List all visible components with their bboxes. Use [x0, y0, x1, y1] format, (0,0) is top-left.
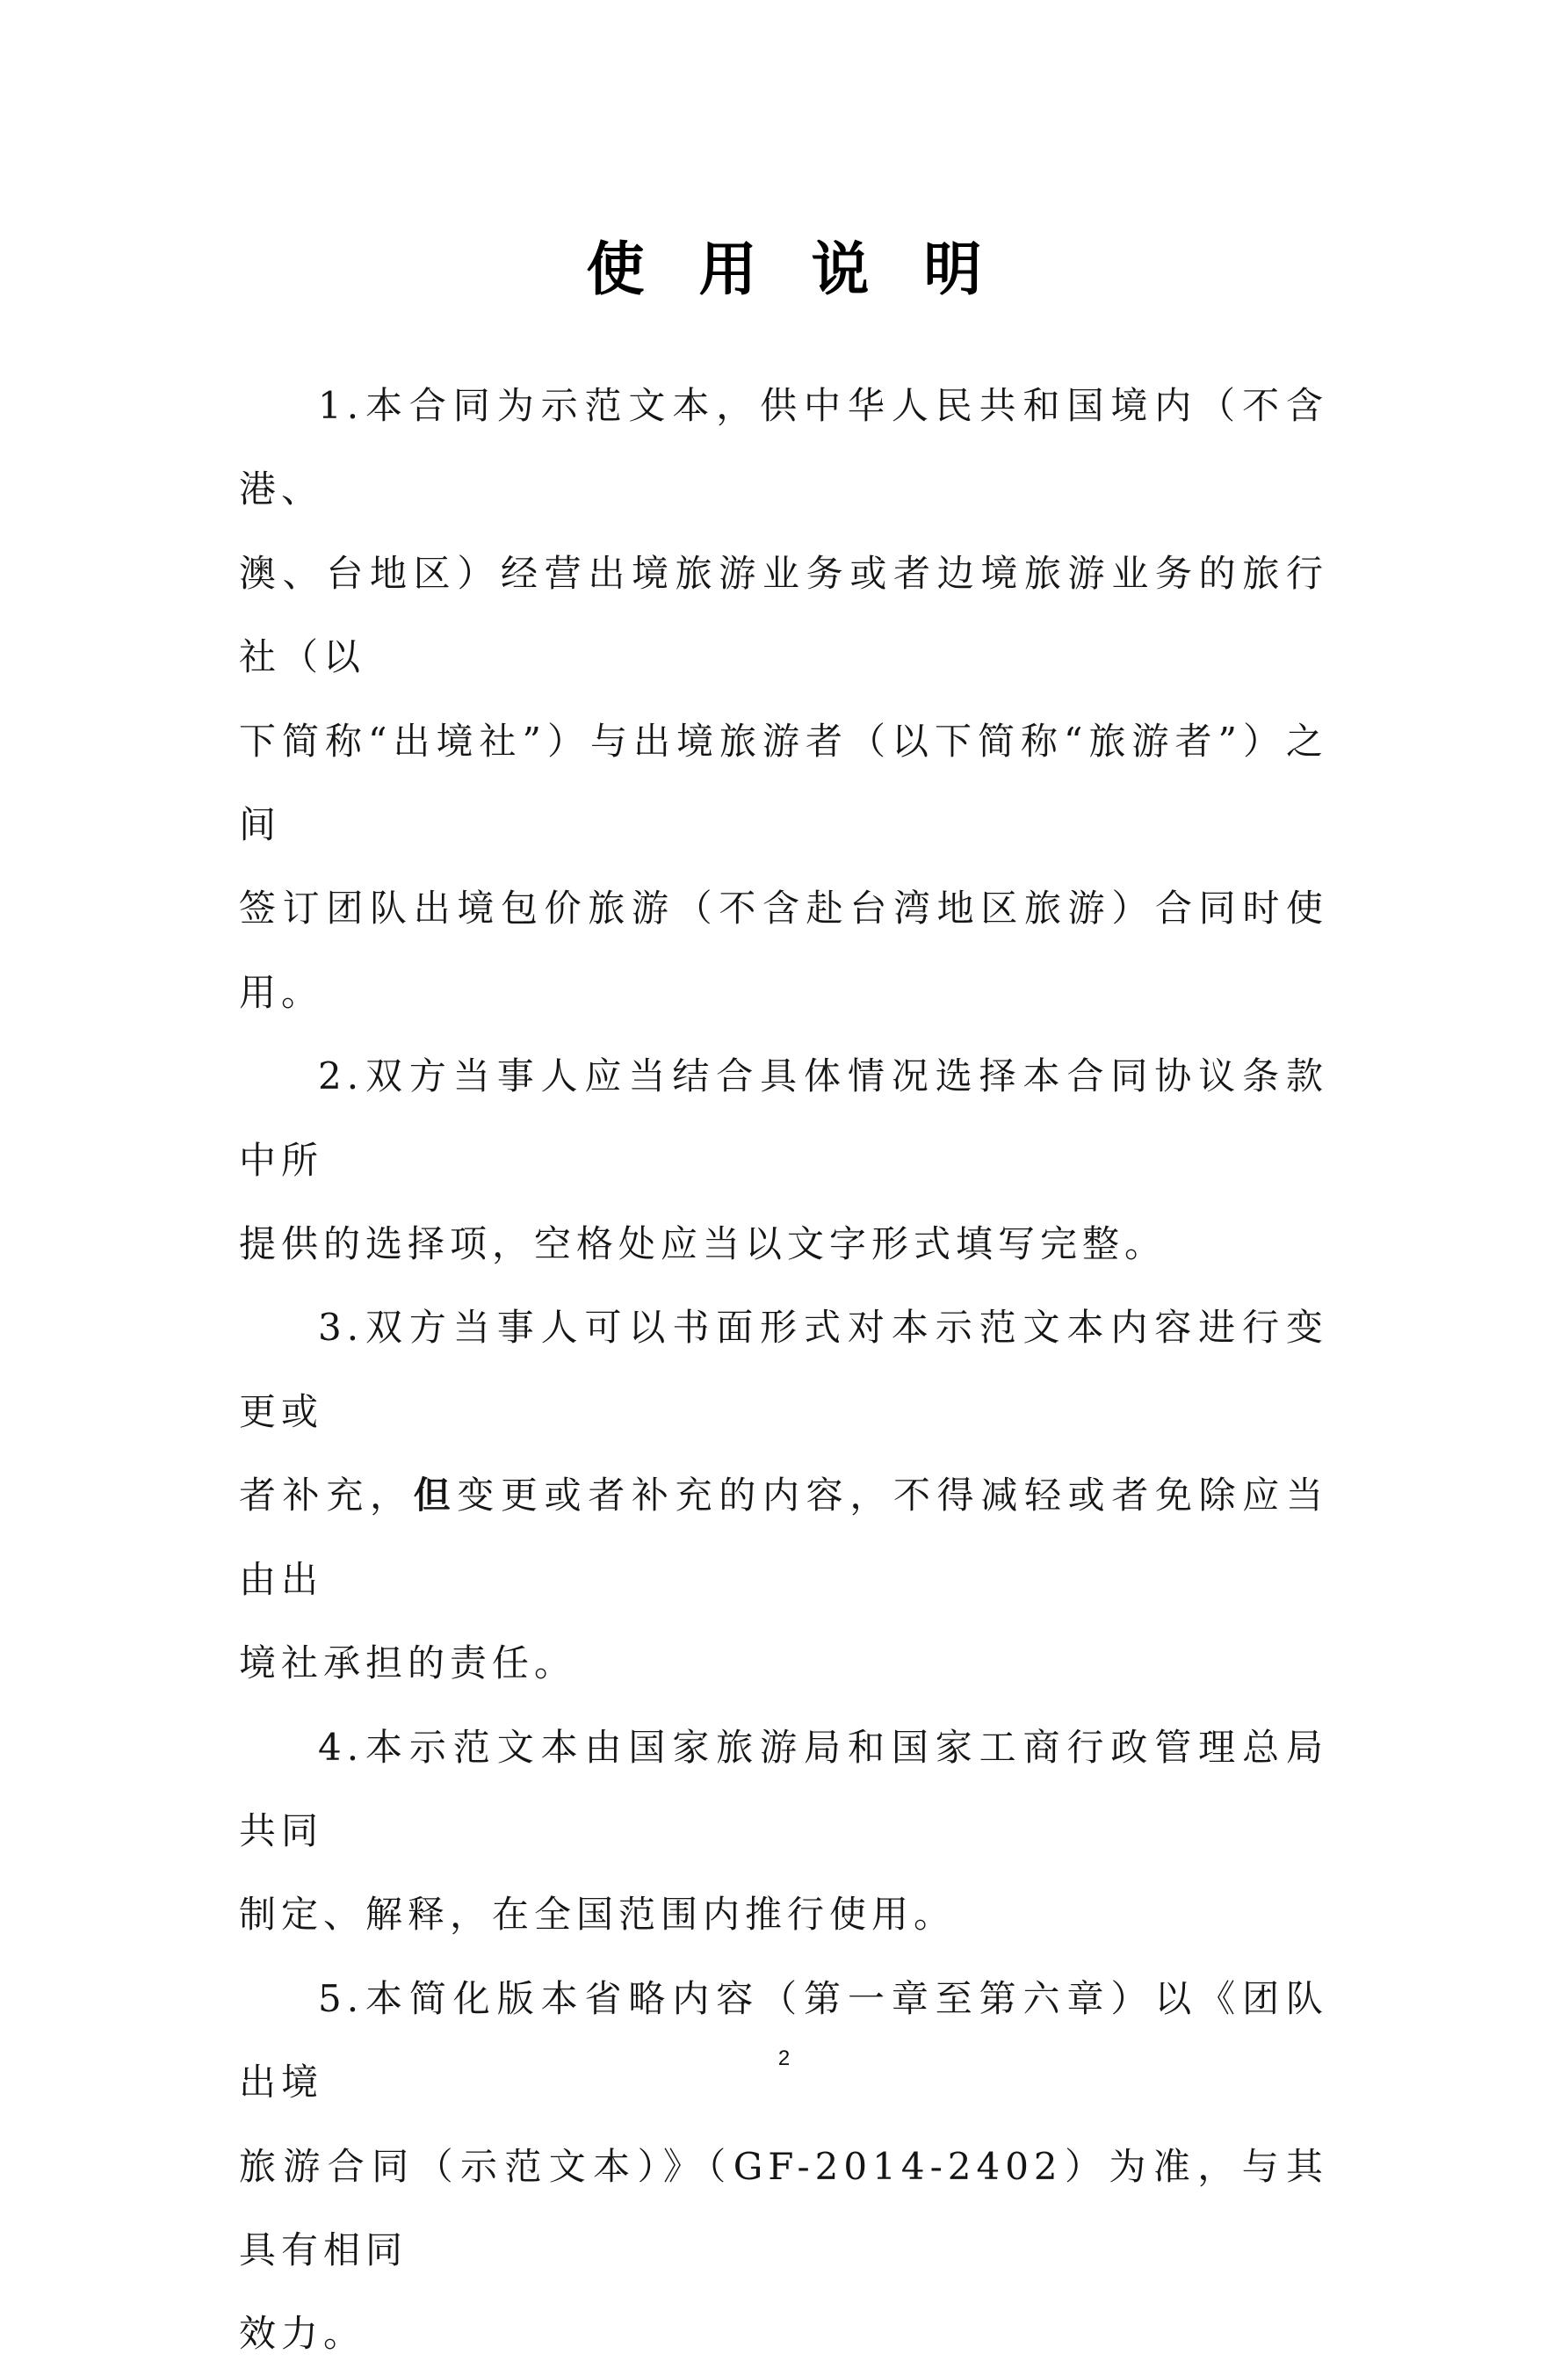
page-title: 使用说明 [586, 235, 1037, 304]
paragraph-5-line-2: 旅游合同（示范文本）》（GF-2014-2402）为准，与其具有相同 [239, 2144, 1328, 2271]
paragraph-5-line-3: 效力。 [239, 2312, 366, 2356]
paragraph-3 [239, 1286, 1328, 1705]
paragraph-1-line-1: 1.本合同为示范文本，供中华人民共和国境内（不含港、 [239, 384, 1328, 511]
paragraph-2-line-2: 提供的选择项，空格处应当以文字形式填写完整。 [239, 1222, 1167, 1266]
paragraph-3-line-2-start: 者补充， [239, 1474, 414, 1518]
paragraph-1-line-4: 签订团队出境包价旅游（不含赴台湾地区旅游）合同时使用。 [239, 887, 1328, 1014]
paragraph-2 [239, 1034, 1328, 1286]
paragraph-1 [239, 364, 1328, 1034]
page-number: 2 [777, 2046, 791, 2070]
paragraph-4-line-2: 制定、解释，在全国范围内推行使用。 [239, 1893, 957, 1937]
paragraph-1-line-3: 下简称“出境社”）与出境旅游者（以下简称“旅游者”）之间 [239, 719, 1328, 847]
paragraph-5-line-1: 5.本简化版本省略内容（第一章至第六章）以《团队出境 [239, 1976, 1328, 2104]
paragraph-2-line-1: 2.双方当事人应当结合具体情况选择本合同协议条款中所 [239, 1054, 1328, 1182]
paragraph-3-bold-word: 但 [413, 1474, 458, 1518]
paragraph-3-line-1: 3.双方当事人可以书面形式对本示范文本内容进行变更或 [239, 1306, 1328, 1433]
paragraph-5 [239, 1957, 1328, 2376]
paragraph-1-line-2: 澳、台地区）经营出境旅游业务或者边境旅游业务的旅行社（以 [239, 551, 1328, 679]
paragraph-3-line-2-end: 变更或者补充的内容，不得减轻或者免除应当由出 [239, 1474, 1328, 1601]
paragraph-4 [239, 1706, 1328, 1957]
paragraph-3-line-3: 境社承担的责任。 [239, 1641, 577, 1685]
instructions-body [239, 364, 1328, 2376]
paragraph-4-line-1: 4.本示范文本由国家旅游局和国家工商行政管理总局共同 [239, 1725, 1328, 1852]
